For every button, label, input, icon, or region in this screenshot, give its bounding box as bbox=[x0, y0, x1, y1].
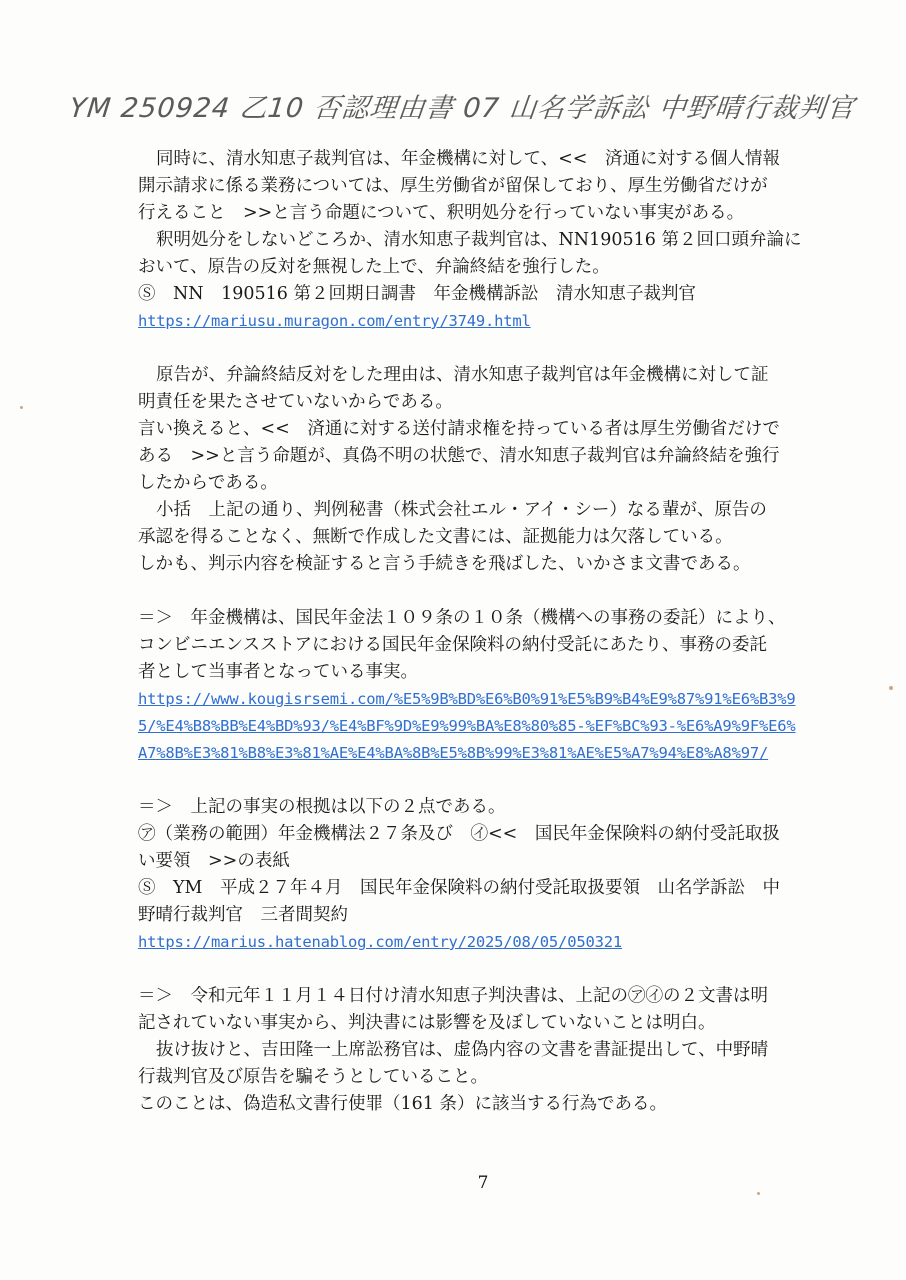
text-line: ある >>と言う命題が、真偽不明の状態で、清水知恵子裁判官は弁論終結を強行 bbox=[138, 446, 780, 466]
blank-line bbox=[138, 956, 838, 983]
text-line: コンビニエンスストアにおける国民年金保険料の納付受託にあたり、事務の委託 bbox=[138, 635, 767, 655]
reference-line: Ⓢ NN 190516 第２回期日調書 年金機構訴訟 清水知恵子裁判官 bbox=[138, 284, 696, 304]
text-line: 原告が、弁論終結反対をした理由は、清水知恵子裁判官は年金機構に対して証 bbox=[156, 365, 769, 385]
text-line: 言い換えると、<< 済通に対する送付請求権を持っている者は厚生労働省だけで bbox=[138, 419, 780, 439]
scan-speck bbox=[20, 406, 23, 409]
reference-link[interactable]: https://www.kougisrsemi.com/%E5%9B%BD%E6%B0%91%E5%B9%B4%E9%87%91%E6%B3%9 bbox=[138, 690, 796, 708]
text-line: 行裁判官及び原告を騙そうとしていること。 bbox=[138, 1067, 488, 1087]
text-line: したからである。 bbox=[138, 473, 278, 493]
text-line: 記されていない事実から、判決書には影響を及ぼしていないことは明白。 bbox=[138, 1013, 716, 1033]
text-line: い要領 >>の表紙 bbox=[138, 851, 290, 871]
reference-link[interactable]: https://mariusu.muragon.com/entry/3749.html bbox=[138, 312, 531, 330]
reference-link[interactable]: 5/%E4%B8%BB%E4%BD%93/%E4%BF%9D%E9%99%BA%E8%80%85-%EF%BC%93-%E6%A9%9F%E6% bbox=[138, 717, 796, 735]
blank-line bbox=[138, 578, 838, 605]
text-line: 開示請求に係る業務については、厚生労働省が留保しており、厚生労働省だけが bbox=[138, 176, 768, 196]
text-line: 明責任を果たさせていないからである。 bbox=[138, 392, 453, 412]
text-line: 抜け抜けと、吉田隆一上席訟務官は、虚偽内容の文書を書証提出して、中野晴 bbox=[156, 1040, 769, 1060]
text-line: ＝＞ 年金機構は、国民年金法１０９条の１０条（機構への事務の委託）により、 bbox=[138, 608, 786, 628]
text-line: ＝＞ 上記の事実の根拠は以下の２点である。 bbox=[138, 797, 506, 817]
blank-line bbox=[138, 767, 838, 794]
text-line: 小括 上記の通り、判例秘書（株式会社エル・アイ・シー）なる輩が、原告の bbox=[156, 500, 767, 520]
text-line: 同時に、清水知恵子裁判官は、年金機構に対して、<< 済通に対する個人情報 bbox=[156, 149, 780, 169]
text-line: おいて、原告の反対を無視した上で、弁論終結を強行した。 bbox=[138, 257, 610, 277]
scan-speck bbox=[757, 1192, 760, 1195]
blank-line bbox=[138, 335, 838, 362]
reference-link[interactable]: https://marius.hatenablog.com/entry/2025/08/05/050321 bbox=[138, 933, 622, 951]
text-line: 釈明処分をしないどころか、清水知恵子裁判官は、NN190516 第２回口頭弁論に bbox=[156, 230, 802, 250]
text-line: 者として当事者となっている事実。 bbox=[138, 662, 418, 682]
handwritten-title: YM 250924 乙10 否認理由書 07 山名学訴訟 中野晴行裁判官 bbox=[68, 93, 857, 124]
reference-line: Ⓢ YM 平成２７年４月 国民年金保険料の納付受託取扱要領 山名学訴訟 中 bbox=[138, 878, 780, 898]
text-line: このことは、偽造私文書行使罪（161 条）に該当する行為である。 bbox=[138, 1094, 667, 1114]
text-line: ㋐（業務の範囲）年金機構法２７条及び ㋑<< 国民年金保険料の納付受託取扱 bbox=[138, 824, 780, 844]
reference-line: 野晴行裁判官 三者間契約 bbox=[138, 905, 348, 925]
page-number: 7 bbox=[477, 1173, 489, 1193]
reference-link[interactable]: A7%8B%E3%81%B8%E3%81%AE%E4%BA%8B%E5%8B%99%E3%81%AE%E5%A7%94%E8%A8%97/ bbox=[138, 744, 769, 762]
text-line: ＝＞ 令和元年１１月１４日付け清水知恵子判決書は、上記の㋐㋑の２文書は明 bbox=[138, 986, 768, 1006]
scan-speck bbox=[889, 686, 893, 690]
text-line: 行えること >>と言う命題について、釈明処分を行っていない事実がある。 bbox=[138, 203, 745, 223]
document-body bbox=[138, 146, 838, 1118]
text-line: しかも、判示内容を検証すると言う手続きを飛ばした、いかさま文書である。 bbox=[138, 554, 751, 574]
text-line: 承認を得ることなく、無断で作成した文書には、証拠能力は欠落している。 bbox=[138, 527, 733, 547]
